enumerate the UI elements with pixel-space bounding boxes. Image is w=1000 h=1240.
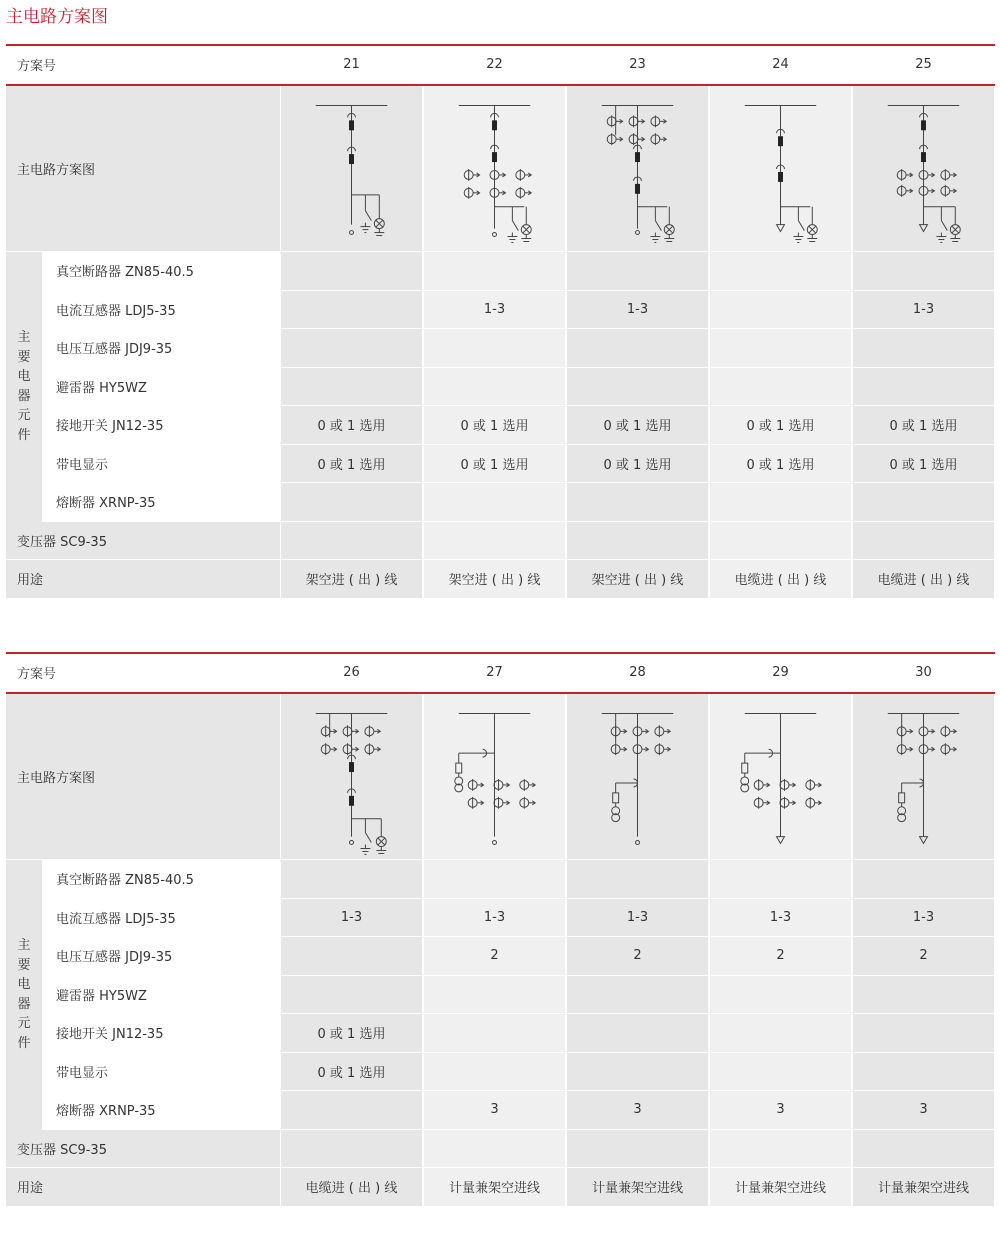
circuit-diagram bbox=[853, 694, 995, 860]
component-label: 电流互感器 LDJ5-35 bbox=[43, 899, 280, 938]
component-value: 2 bbox=[567, 937, 709, 976]
component-value: 3 bbox=[710, 1091, 852, 1130]
component-label: 熔断器 XRNP-35 bbox=[43, 1091, 280, 1130]
component-value bbox=[281, 976, 423, 1015]
usage-value: 电缆进 ( 出 ) 线 bbox=[281, 1168, 423, 1207]
main-components-group-label bbox=[6, 860, 42, 1130]
circuit-diagram-svg bbox=[853, 697, 994, 857]
component-row bbox=[6, 445, 995, 484]
component-value bbox=[567, 368, 709, 407]
component-value bbox=[853, 1014, 995, 1053]
component-value bbox=[567, 329, 709, 368]
component-value bbox=[853, 860, 995, 899]
scheme-number: 25 bbox=[853, 46, 995, 84]
scheme-number-label: 方案号 bbox=[6, 46, 276, 84]
component-value bbox=[710, 329, 852, 368]
group-label-char: 元 bbox=[17, 408, 31, 424]
component-value bbox=[281, 860, 423, 899]
component-value: 2 bbox=[710, 937, 852, 976]
group-label-char: 器 bbox=[17, 996, 31, 1012]
component-label: 真空断路器 ZN85-40.5 bbox=[43, 860, 280, 899]
component-value bbox=[424, 483, 566, 522]
usage-label: 用途 bbox=[6, 560, 280, 599]
component-value bbox=[424, 329, 566, 368]
component-value: 0 或 1 选用 bbox=[281, 445, 423, 484]
component-row bbox=[6, 899, 995, 938]
usage-value: 计量兼架空进线 bbox=[710, 1168, 852, 1207]
circuit-diagram-svg bbox=[710, 697, 851, 857]
component-value: 0 或 1 选用 bbox=[853, 406, 995, 445]
usage-row bbox=[6, 560, 995, 599]
circuit-diagram-svg bbox=[853, 89, 994, 249]
usage-value: 架空进 ( 出 ) 线 bbox=[281, 560, 423, 599]
component-row bbox=[6, 1091, 995, 1130]
transformer-value bbox=[853, 1130, 995, 1169]
component-label: 带电显示 bbox=[43, 1053, 280, 1092]
component-value bbox=[853, 1053, 995, 1092]
transformer-label: 变压器 SC9-35 bbox=[6, 1130, 280, 1169]
usage-value: 电缆进 ( 出 ) 线 bbox=[853, 560, 995, 599]
circuit-diagram bbox=[567, 86, 709, 252]
component-value bbox=[567, 252, 709, 291]
component-value bbox=[281, 291, 423, 330]
component-value bbox=[710, 483, 852, 522]
component-row bbox=[6, 483, 995, 522]
component-value: 3 bbox=[853, 1091, 995, 1130]
group-label-char: 器 bbox=[17, 388, 31, 404]
component-value: 1-3 bbox=[281, 899, 423, 938]
circuit-diagram bbox=[710, 694, 852, 860]
component-value bbox=[853, 483, 995, 522]
component-row bbox=[6, 329, 995, 368]
scheme-number: 24 bbox=[710, 46, 852, 84]
component-value: 0 或 1 选用 bbox=[424, 445, 566, 484]
component-value bbox=[281, 252, 423, 291]
component-value: 0 或 1 选用 bbox=[853, 445, 995, 484]
component-value bbox=[853, 252, 995, 291]
circuit-diagram bbox=[567, 694, 709, 860]
component-value bbox=[281, 1091, 423, 1130]
circuit-diagram-svg bbox=[281, 697, 422, 857]
component-value: 1-3 bbox=[567, 291, 709, 330]
component-label: 熔断器 XRNP-35 bbox=[43, 483, 280, 522]
transformer-value bbox=[281, 1130, 423, 1169]
component-value: 2 bbox=[853, 937, 995, 976]
group-label-char: 主 bbox=[17, 330, 31, 346]
component-label: 电流互感器 LDJ5-35 bbox=[43, 291, 280, 330]
component-value bbox=[567, 860, 709, 899]
component-value: 3 bbox=[424, 1091, 566, 1130]
component-value: 0 或 1 选用 bbox=[281, 1053, 423, 1092]
component-value bbox=[853, 976, 995, 1015]
component-value bbox=[853, 329, 995, 368]
component-label: 电压互感器 JDJ9-35 bbox=[43, 937, 280, 976]
component-value bbox=[567, 483, 709, 522]
transformer-row bbox=[6, 522, 995, 561]
component-value bbox=[567, 976, 709, 1015]
transformer-value bbox=[710, 1130, 852, 1169]
scheme-number-label: 方案号 bbox=[6, 654, 276, 692]
component-value bbox=[281, 483, 423, 522]
circuit-diagram-svg bbox=[281, 89, 422, 249]
component-value bbox=[424, 976, 566, 1015]
group-label-char: 元 bbox=[17, 1016, 31, 1032]
circuit-diagram bbox=[424, 694, 566, 860]
diagram-row bbox=[6, 86, 995, 252]
component-row bbox=[6, 368, 995, 407]
scheme-table-2 bbox=[6, 652, 995, 1207]
usage-value: 计量兼架空进线 bbox=[567, 1168, 709, 1207]
main-components-group-label bbox=[6, 252, 42, 522]
group-label-char: 要 bbox=[17, 957, 31, 973]
component-value bbox=[710, 291, 852, 330]
transformer-row bbox=[6, 1130, 995, 1169]
scheme-number: 29 bbox=[710, 654, 852, 692]
component-value bbox=[710, 860, 852, 899]
component-label: 接地开关 JN12-35 bbox=[43, 406, 280, 445]
transformer-value bbox=[567, 522, 709, 561]
circuit-diagram-svg bbox=[424, 89, 565, 249]
component-row bbox=[6, 291, 995, 330]
circuit-diagram-svg bbox=[567, 697, 708, 857]
component-value: 1-3 bbox=[567, 899, 709, 938]
circuit-diagram bbox=[710, 86, 852, 252]
scheme-number-row bbox=[6, 46, 995, 84]
component-value: 1-3 bbox=[853, 291, 995, 330]
component-value: 3 bbox=[567, 1091, 709, 1130]
component-value bbox=[424, 368, 566, 407]
component-value: 0 或 1 选用 bbox=[281, 1014, 423, 1053]
component-value bbox=[710, 368, 852, 407]
circuit-diagram-svg bbox=[567, 89, 708, 249]
component-value: 2 bbox=[424, 937, 566, 976]
group-label-char: 电 bbox=[17, 977, 31, 993]
component-value bbox=[710, 1014, 852, 1053]
usage-value: 架空进 ( 出 ) 线 bbox=[424, 560, 566, 599]
scheme-number-row bbox=[6, 654, 995, 692]
component-value bbox=[424, 1053, 566, 1092]
group-label-char: 件 bbox=[17, 427, 31, 443]
component-label: 接地开关 JN12-35 bbox=[43, 1014, 280, 1053]
component-row bbox=[6, 976, 995, 1015]
component-value: 1-3 bbox=[424, 291, 566, 330]
component-value: 0 或 1 选用 bbox=[424, 406, 566, 445]
diagram-label: 主电路方案图 bbox=[6, 694, 280, 860]
scheme-number: 21 bbox=[281, 46, 423, 84]
component-value bbox=[281, 329, 423, 368]
component-value: 0 或 1 选用 bbox=[710, 445, 852, 484]
component-value bbox=[424, 860, 566, 899]
component-value bbox=[710, 1053, 852, 1092]
usage-value: 计量兼架空进线 bbox=[424, 1168, 566, 1207]
component-value: 0 或 1 选用 bbox=[567, 406, 709, 445]
circuit-diagram bbox=[424, 86, 566, 252]
component-label: 避雷器 HY5WZ bbox=[43, 976, 280, 1015]
circuit-diagram bbox=[853, 86, 995, 252]
component-value bbox=[710, 252, 852, 291]
component-row bbox=[6, 252, 995, 291]
component-label: 避雷器 HY5WZ bbox=[43, 368, 280, 407]
scheme-number: 23 bbox=[567, 46, 709, 84]
component-value: 0 或 1 选用 bbox=[567, 445, 709, 484]
component-value bbox=[710, 976, 852, 1015]
diagram-label: 主电路方案图 bbox=[6, 86, 280, 252]
transformer-value bbox=[567, 1130, 709, 1169]
transformer-value bbox=[424, 1130, 566, 1169]
scheme-number: 22 bbox=[424, 46, 566, 84]
component-value bbox=[281, 937, 423, 976]
component-row bbox=[6, 1014, 995, 1053]
transformer-value bbox=[424, 522, 566, 561]
component-value bbox=[424, 252, 566, 291]
circuit-diagram bbox=[281, 694, 423, 860]
component-value bbox=[853, 368, 995, 407]
component-row bbox=[6, 406, 995, 445]
transformer-value bbox=[710, 522, 852, 561]
component-value bbox=[281, 368, 423, 407]
component-label: 带电显示 bbox=[43, 445, 280, 484]
diagram-row bbox=[6, 694, 995, 860]
scheme-table-1 bbox=[6, 44, 995, 599]
component-value bbox=[567, 1014, 709, 1053]
circuit-diagram-svg bbox=[424, 697, 565, 857]
scheme-number: 28 bbox=[567, 654, 709, 692]
transformer-value bbox=[281, 522, 423, 561]
component-value bbox=[424, 1014, 566, 1053]
component-value: 1-3 bbox=[424, 899, 566, 938]
group-label-char: 要 bbox=[17, 349, 31, 365]
scheme-number: 27 bbox=[424, 654, 566, 692]
component-label: 真空断路器 ZN85-40.5 bbox=[43, 252, 280, 291]
component-row bbox=[6, 1053, 995, 1092]
component-value bbox=[567, 1053, 709, 1092]
circuit-diagram-svg bbox=[710, 89, 851, 249]
transformer-value bbox=[853, 522, 995, 561]
component-value: 1-3 bbox=[710, 899, 852, 938]
circuit-diagram bbox=[281, 86, 423, 252]
page-title: 主电路方案图 bbox=[6, 7, 108, 27]
usage-value: 架空进 ( 出 ) 线 bbox=[567, 560, 709, 599]
scheme-number: 30 bbox=[853, 654, 995, 692]
usage-value: 计量兼架空进线 bbox=[853, 1168, 995, 1207]
component-value: 1-3 bbox=[853, 899, 995, 938]
usage-label: 用途 bbox=[6, 1168, 280, 1207]
component-label: 电压互感器 JDJ9-35 bbox=[43, 329, 280, 368]
transformer-label: 变压器 SC9-35 bbox=[6, 522, 280, 561]
component-row bbox=[6, 937, 995, 976]
group-label-char: 电 bbox=[17, 369, 31, 385]
group-label-char: 主 bbox=[17, 938, 31, 954]
usage-row bbox=[6, 1168, 995, 1207]
group-label-char: 件 bbox=[17, 1035, 31, 1051]
component-value: 0 或 1 选用 bbox=[281, 406, 423, 445]
component-row bbox=[6, 860, 995, 899]
component-value: 0 或 1 选用 bbox=[710, 406, 852, 445]
scheme-number: 26 bbox=[281, 654, 423, 692]
usage-value: 电缆进 ( 出 ) 线 bbox=[710, 560, 852, 599]
